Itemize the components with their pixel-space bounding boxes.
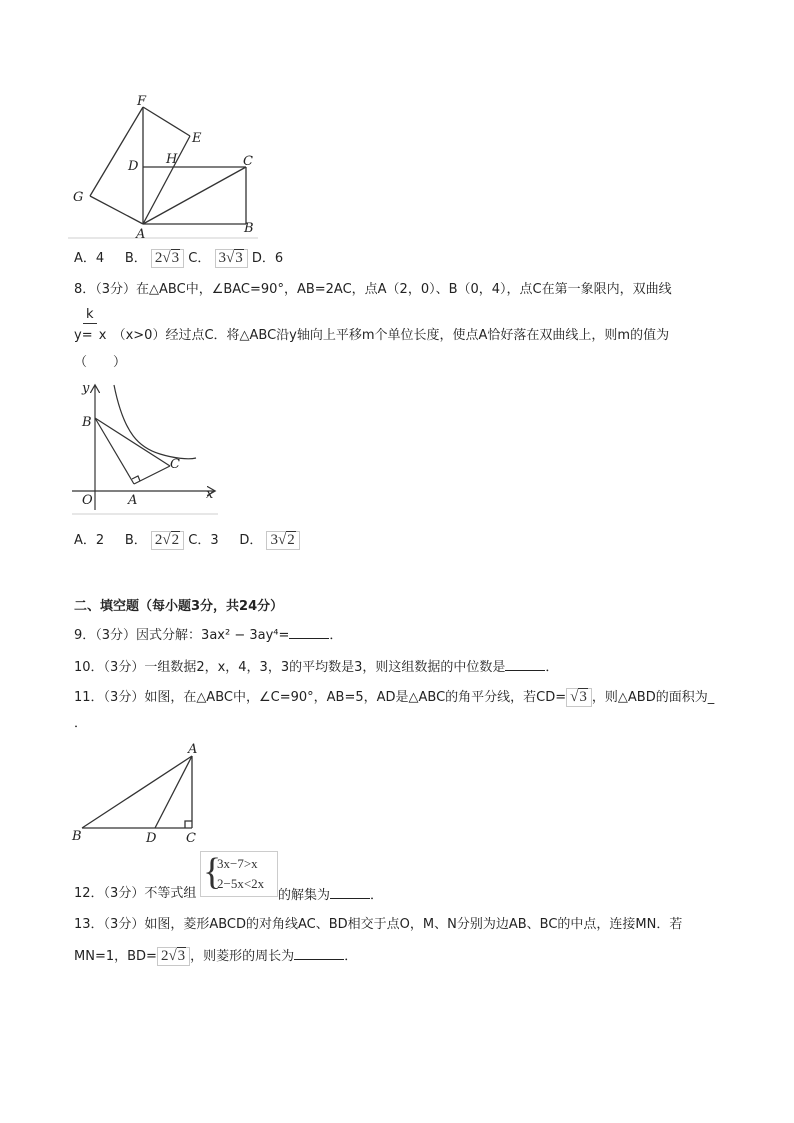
label-O: O <box>82 493 93 508</box>
label-H: H <box>166 152 178 167</box>
q7-option-c: C． <box>188 251 211 266</box>
q13-line2: MN=1，BD= 2√3 ，则菱形的周长为 ． <box>74 948 358 964</box>
line-AD <box>155 756 192 828</box>
label-C: C <box>186 831 196 846</box>
section-2-title: 二、填空题（每小题3分，共24分） <box>74 599 284 614</box>
q10: 10．（3分）一组数据2，x，4，3，3的平均数是3，则这组数据的中位数是 ． <box>74 660 559 675</box>
right-angle-mark <box>132 476 140 481</box>
figure-q7 <box>68 92 268 244</box>
line-FE <box>143 107 190 136</box>
label-A: A <box>136 227 146 242</box>
right-angle-mark <box>185 821 192 828</box>
q11: 11．（3分）如图，在△ABC中，∠C=90°，AB=5，AD是△ABC的角平分线，若CD= √3 ，则△ABD的面积为_ <box>74 689 715 705</box>
q8-line3: （ ） <box>74 355 127 370</box>
q7-options <box>74 249 283 268</box>
label-F: F <box>137 94 147 109</box>
q8-option-d-sqrt: 3√2 <box>266 531 299 550</box>
q8-option-a: A．2 <box>74 533 105 548</box>
q8-option-c: C．3 <box>188 533 219 548</box>
label-B: B <box>244 221 254 236</box>
q13-blank <box>294 947 344 960</box>
label-D: D <box>128 159 139 174</box>
q12-tail: 的解集为 ． <box>278 888 384 903</box>
q8-line2: y= x （x>0）经过点C．将△ABC沿y轴向上平移m个单位长度，使点A恰好落在双曲线上，则m的值为 <box>74 328 670 343</box>
label-B: B <box>82 415 92 430</box>
q10-blank <box>505 658 545 671</box>
q8-frac-denominator: x <box>98 328 107 343</box>
q7-option-b: B． <box>124 251 147 266</box>
q12-inequality-1: 3x−7>x <box>217 856 258 871</box>
line-FG <box>90 107 143 196</box>
line-BC <box>95 418 170 466</box>
hyperbola <box>114 385 196 459</box>
q13-line1: 13．（3分）如图，菱形ABCD的对角线AC、BD相交于点O，M、N分别为边AB、BC的中点，连接MN．若 <box>74 917 683 932</box>
label-B: B <box>72 829 82 844</box>
label-D: D <box>146 831 157 846</box>
q7-option-c-sqrt: 3√3 <box>215 249 248 268</box>
label-E: E <box>192 131 202 146</box>
label-A: A <box>128 493 138 508</box>
q8-option-d: D． <box>239 533 263 548</box>
line-AB <box>82 756 192 828</box>
label-C: C <box>170 457 180 472</box>
label-G: G <box>73 190 84 205</box>
q8-option-b-sqrt: 2√2 <box>151 531 184 550</box>
q8-frac-bar <box>83 323 97 324</box>
q8-option-b: B． <box>124 533 147 548</box>
q8-options <box>74 531 300 550</box>
q12-lead: 12．（3分）不等式组 <box>74 886 197 901</box>
label-C: C <box>243 154 253 169</box>
label-A: A <box>188 742 198 757</box>
line-AC <box>134 466 170 484</box>
q7-option-a: A．4 <box>74 251 105 266</box>
q12-blank <box>330 886 370 899</box>
line-GA <box>90 196 143 224</box>
q7-option-b-sqrt: 2√3 <box>151 249 184 268</box>
q8-frac-numerator: k <box>86 307 94 322</box>
figure-q11 <box>68 740 208 846</box>
label-x: x <box>206 487 214 502</box>
q13-sqrt: 2√3 <box>157 947 190 966</box>
q9-blank <box>289 626 329 639</box>
q8-line1: 8．（3分）在△ABC中，∠BAC=90°，AB=2AC，点A（2，0）、B（0，4），点C在第一象限内，双曲线 <box>74 282 672 297</box>
q12-inequality-2: 2−5x<2x <box>217 876 265 891</box>
q9: 9．（3分）因式分解：3ax² − 3ay⁴= ． <box>74 628 343 643</box>
q11-sqrt: √3 <box>566 688 592 707</box>
figure-q8 <box>68 380 220 516</box>
label-y: y <box>82 381 90 396</box>
q7-option-d: D．6 <box>251 251 284 266</box>
q11-end: ． <box>74 716 88 731</box>
q12-inequality-system: { 3x−7>x 2−5x<2x <box>200 851 278 897</box>
